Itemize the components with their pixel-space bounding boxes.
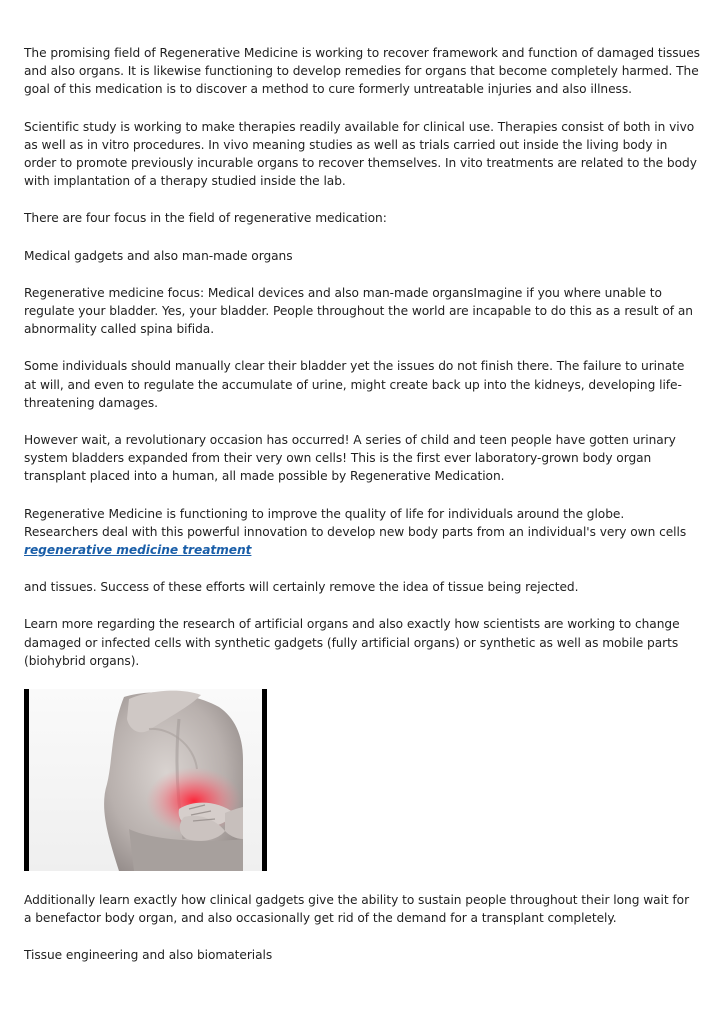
- paragraph-scientific-study: Scientific study is working to make therapies readily available for clinical use. Therapies consist of both in vivo as well as in vitro procedures. In vivo meaning studies as well as trials carried out inside the living body in order to promote previously incurable organs to recover themselves. In vito treatments are related to the body with implantation of a therapy studied inside the lab.: [24, 119, 697, 189]
- regenerative-medicine-treatment-link[interactable]: regenerative medicine treatment: [24, 543, 252, 558]
- paragraph-clinical-gadgets: Additionally learn exactly how clinical gadgets give the ability to sustain people throughout their long wait for a benefactor body organ, and also occasionally get rid of the demand for a transplant completely.: [24, 893, 690, 926]
- back-pain-illustration: [29, 689, 262, 871]
- paragraph-four-focus: There are four focus in the field of regenerative medication:: [24, 211, 387, 226]
- paragraph-medical-gadgets-heading: Medical gadgets and also man-made organs: [24, 248, 293, 263]
- paragraph-artificial-organs: Learn more regarding the research of artificial organs and also exactly how scientists are working to change damaged or infected cells with synthetic gadgets (fully artificial organs) or synthetic as well as mobile parts (biohybrid organs).: [24, 617, 680, 668]
- paragraph-kidneys: Some individuals should manually clear their bladder yet the issues do not finish there. The failure to urinate at will, and even to regulate the accumulate of urine, might create back up into the kidneys, developing life-threatening damages.: [24, 359, 685, 410]
- quality-of-life-text: Regenerative Medicine is functioning to improve the quality of life for individuals around the globe. Researchers deal with this powerful innovation to develop new body parts from an individual's very own cells: [24, 506, 687, 539]
- paragraph-revolutionary: However wait, a revolutionary occasion has occurred! A series of child and teen people have gotten urinary system bladders expanded from their very own cells! This is the first ever laboratory-grown body organ transplant placed into a human, all made possible by Regenerative Medication.: [24, 433, 676, 484]
- back-pain-photo: [24, 689, 267, 871]
- article-body: [24, 44, 700, 984]
- paragraph-intro: The promising field of Regenerative Medicine is working to recover framework and function of damaged tissues and also organs. It is likewise functioning to develop remedies for organs that become completely harmed. The goal of this medication is to discover a method to cure formerly untreatable injuries and also illness.: [24, 46, 700, 97]
- paragraph-tissues-success: and tissues. Success of these efforts will certainly remove the idea of tissue being rejected.: [24, 580, 579, 595]
- paragraph-tissue-engineering: Tissue engineering and also biomaterials: [24, 948, 273, 963]
- paragraph-quality-of-life: [24, 505, 700, 560]
- paragraph-bladder: Regenerative medicine focus: Medical devices and also man-made organsImagine if you where unable to regulate your bladder. Yes, your bladder. People throughout the world are incapable to do this as a result of an abnormality called spina bifida.: [24, 285, 693, 337]
